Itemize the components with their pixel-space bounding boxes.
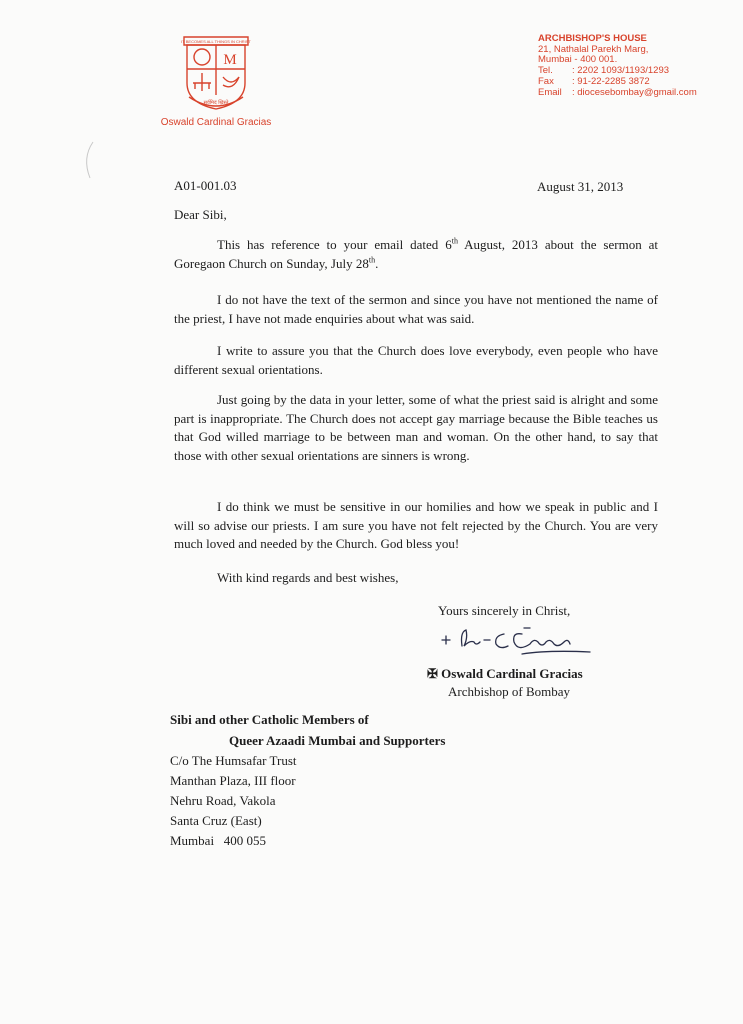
email-label: Email xyxy=(538,86,562,98)
paragraph-1 xyxy=(174,236,658,273)
tel-value: : 2202 1093/1193/1293 xyxy=(572,65,670,77)
address-city: Mumbai - 400 001. xyxy=(538,54,618,66)
letterhead-address xyxy=(538,34,697,98)
p1-sup-b: th xyxy=(368,255,376,265)
signer-title: Archbishop of Bombay xyxy=(448,684,571,699)
address-street: 21, Nathalal Parekh Marg, xyxy=(538,43,649,55)
email-value: : diocesebombay@gmail.com xyxy=(572,86,697,98)
recipient-line-5: Nehru Road, Vakola xyxy=(170,793,276,808)
address-email xyxy=(538,88,697,99)
recipient-line-3: C/o The Humsafar Trust xyxy=(170,753,297,768)
recipient-line-4: Manthan Plaza, III floor xyxy=(170,773,296,788)
recipient-line-1: Sibi and other Catholic Members of xyxy=(170,712,369,727)
handwritten-signature xyxy=(438,620,598,664)
paragraph-2: I do not have the text of the sermon and since you have not mentioned the name of the priest, I have not made enquiries about what was said. xyxy=(174,292,658,326)
recipient-line-6: Santa Cruz (East) xyxy=(170,813,262,828)
paragraph-3: I write to assure you that the Church does love everybody, even people who have different sexual orientations. xyxy=(174,343,658,377)
p1-sup-a: th xyxy=(451,236,458,246)
paragraph-5: I do think we must be sensitive in our homilies and how we speak in public and I will so advise our priests. I am sure you have not felt rejected by the Church. You are very much loved and needed by the Church. God bless you! xyxy=(174,499,658,551)
closing-line: With kind regards and best wishes, xyxy=(217,570,399,585)
paragraph-4: Just going by the data in your letter, some of what the priest said is alright and some part is inappropriate. The Church does not accept gay marriage because the Bible teaches us that God willed marriage to be between man and woman. On the other hand, to say that those with other sexual orientations are sinners is wrong. xyxy=(174,392,658,463)
paper-fold-mark xyxy=(80,140,94,180)
tel-label: Tel. xyxy=(538,65,553,77)
reference-number: A01-001.03 xyxy=(174,178,237,193)
complimentary-close: Yours sincerely in Christ, xyxy=(438,603,571,618)
p1-text-a: This has reference to your email dated 6 xyxy=(217,237,452,252)
crest-letter: M xyxy=(223,52,237,68)
salutation: Dear Sibi, xyxy=(174,207,227,222)
signer-name: ✠ Oswald Cardinal Gracias xyxy=(427,666,583,681)
crest-motto: सर्वमिदं ख्रिस्ते xyxy=(203,100,229,106)
recipient-line-2: Queer Azaadi Mumbai and Supporters xyxy=(229,733,446,748)
p1-text-b: August, 2013 about the sermon at Goregaon Church on Sunday, July 28 xyxy=(174,237,658,271)
recipient-line-7: Mumbai 400 055 xyxy=(170,833,267,848)
fax-value: : 91-22-2285 3872 xyxy=(572,75,650,87)
p1-text-c: . xyxy=(375,255,379,271)
fax-label: Fax xyxy=(538,75,554,87)
letterhead-sender-name: Oswald Cardinal Gracias xyxy=(160,117,272,128)
letter-date: August 31, 2013 xyxy=(537,179,624,194)
address-house: ARCHBISHOP'S HOUSE xyxy=(538,33,647,44)
crest-banner-text: IT BECOMES ALL THINGS IN CHRIST xyxy=(181,39,251,44)
archdiocese-crest-icon xyxy=(181,33,251,113)
